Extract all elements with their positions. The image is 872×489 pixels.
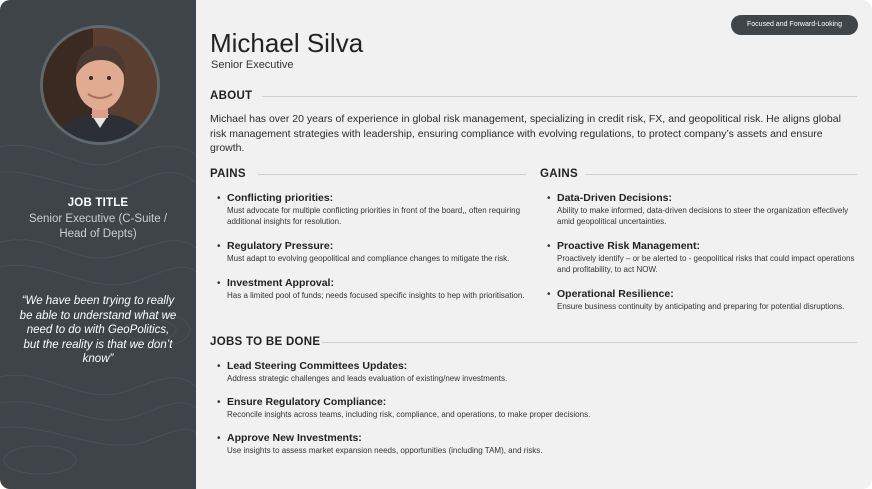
gain-title: • Operational Resilience: — [557, 288, 674, 300]
pains-list — [210, 192, 530, 301]
about-heading: ABOUT — [210, 90, 253, 102]
status-badge: Focused and Forward-Looking — [731, 15, 858, 35]
persona-quote: “We have been trying to really be able to understand what we need to do with GeoPolitics, but the reality is that we don’t know” — [19, 295, 177, 365]
list-item — [540, 240, 858, 275]
list-item — [210, 360, 850, 384]
gains-heading: GAINS — [540, 168, 578, 180]
job-title-value: Senior Executive (C-Suite / Head of Depts) — [28, 213, 168, 240]
pain-description: Has a limited pool of funds; needs focused specific insights to hep with prioritisation. — [227, 291, 525, 300]
person-photo-icon — [43, 28, 157, 142]
persona-role: Senior Executive — [211, 59, 294, 71]
pain-description: Must advocate for multiple conflicting priorities in front of the board,, often requiring additional insights for resolution. — [227, 206, 521, 226]
jobs-divider — [322, 342, 857, 343]
gain-description: Ensure business continuity by anticipating and preparing for potential disruptions. — [557, 302, 845, 311]
pains-divider — [258, 174, 526, 175]
list-item — [540, 288, 858, 312]
pain-description: Must adapt to evolving geopolitical and compliance changes to mitigate the risk. — [227, 254, 510, 263]
persona-name: Michael Silva — [210, 28, 364, 58]
pain-title: • Regulatory Pressure: — [227, 240, 334, 252]
list-item — [540, 192, 858, 227]
about-text: Michael has over 20 years of experience in global risk management, specializing in credit risk, FX, and geopolitical risk. He aligns global risk management strategies with leadership, ensuring compliance with evolving regulations, to protect company’s assets and ensure growth. — [210, 113, 841, 154]
pains-heading: PAINS — [210, 168, 246, 180]
pain-title: • Investment Approval: — [227, 277, 334, 289]
job-description: Reconcile insights across teams, including risk, compliance, and operations, to make proper decisions. — [227, 410, 591, 419]
about-divider — [262, 96, 857, 97]
list-item — [210, 396, 850, 420]
gain-description: Proactively identify – or be alerted to - geopolitical risks that could impact operations and profitability, to act NOW. — [557, 254, 855, 274]
list-item — [210, 277, 530, 301]
gain-title: • Proactive Risk Management: — [557, 240, 700, 252]
gains-list — [540, 192, 858, 312]
list-item — [210, 192, 530, 227]
pain-title: • Conflicting priorities: — [227, 192, 334, 204]
list-item — [210, 240, 530, 264]
job-title: • Approve New Investments: — [227, 432, 362, 444]
list-item — [210, 432, 850, 456]
job-title: • Ensure Regulatory Compliance: — [227, 396, 387, 408]
job-description: Address strategic challenges and leads evaluation of existing/new investments. — [227, 374, 508, 383]
job-description: Use insights to assess market expansion needs, opportunities (including TAM), and risks. — [227, 446, 543, 455]
gains-divider — [585, 174, 857, 175]
job-title-label: JOB TITLE — [67, 197, 129, 209]
avatar — [40, 25, 160, 145]
jobs-list — [210, 360, 850, 456]
profile-sidebar — [0, 0, 196, 489]
gain-title: • Data-Driven Decisions: — [557, 192, 672, 204]
job-title: • Lead Steering Committees Updates: — [227, 360, 408, 372]
jobs-heading: JOBS TO BE DONE — [210, 336, 321, 348]
gain-description: Ability to make informed, data-driven decisions to steer the organization effectively amid geopolitical uncertainties. — [557, 206, 849, 226]
